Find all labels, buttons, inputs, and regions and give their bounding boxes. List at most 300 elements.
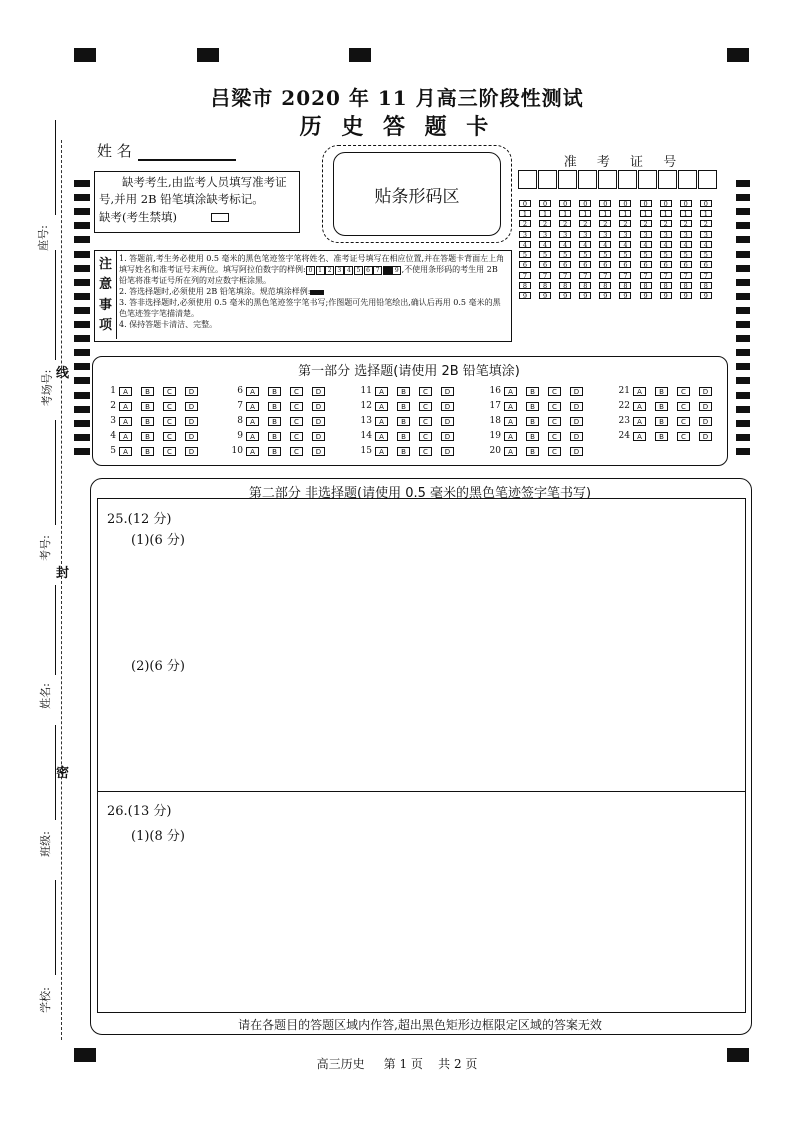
answer-box-q26[interactable] — [97, 790, 746, 1013]
side-label-class: 班级: — [38, 831, 52, 857]
exam-digit-bubble[interactable]: 5 — [519, 251, 531, 258]
mcq-option-bubble[interactable]: C — [419, 447, 432, 456]
mcq-option-bubble[interactable]: B — [141, 447, 154, 456]
exam-digit-row — [519, 280, 720, 290]
mcq-number: 20 — [489, 446, 501, 456]
timing-mark — [74, 180, 90, 187]
exam-digit-bubble[interactable]: 7 — [579, 272, 591, 279]
timing-mark — [74, 448, 90, 455]
mcq-option-bubble[interactable]: B — [397, 447, 410, 456]
q25-label: 25.(12 分) — [107, 512, 172, 527]
timing-mark — [736, 293, 750, 300]
exam-digit-bubble[interactable]: 7 — [619, 272, 631, 279]
exam-digit-bubble[interactable]: 8 — [700, 282, 712, 289]
mcq-option-bubble[interactable]: A — [375, 417, 388, 426]
exam-digit-row — [519, 260, 720, 270]
mcq-option-bubble[interactable]: C — [419, 432, 432, 441]
exam-digit-bubble[interactable]: 3 — [660, 231, 672, 238]
exam-number-box[interactable] — [538, 170, 557, 189]
mcq-option-bubble[interactable]: A — [633, 432, 646, 441]
exam-digit-row — [519, 208, 720, 218]
exam-digit-bubble[interactable]: 8 — [640, 282, 652, 289]
mcq-option-bubble[interactable]: D — [312, 387, 325, 396]
exam-digit-bubble[interactable]: 7 — [680, 272, 692, 279]
timing-mark — [74, 321, 90, 328]
exam-digit-bubble[interactable]: 7 — [660, 272, 672, 279]
mcq-option-bubble[interactable]: B — [397, 387, 410, 396]
timing-mark — [74, 307, 90, 314]
notes-label-char: 项 — [98, 318, 112, 334]
mcq-option-bubble[interactable]: D — [185, 432, 198, 441]
mcq-option-bubble[interactable]: D — [312, 447, 325, 456]
side-label-seat: 座号: — [36, 225, 50, 251]
sample-digit-box: 0 — [306, 266, 315, 275]
mcq-option-bubble[interactable]: C — [677, 417, 690, 426]
note-1b: ,不使用条形码的考生用 2B 铅笔将准考证号所在列的对应数字框涂黑。 — [119, 265, 498, 285]
sample-digit-box: 1 — [316, 266, 325, 275]
mcq-option-bubble[interactable]: D — [441, 387, 454, 396]
timing-mark — [74, 194, 90, 201]
exam-digit-bubble[interactable]: 4 — [640, 241, 652, 248]
mcq-number: 14 — [360, 431, 372, 441]
mcq-option-bubble[interactable]: C — [163, 432, 176, 441]
timing-mark — [74, 377, 90, 384]
exam-digit-bubble[interactable]: 9 — [599, 292, 611, 299]
mcq-option-bubble[interactable]: D — [570, 432, 583, 441]
note-1a: 1. 答题前,考生务必使用 0.5 毫米的黑色笔迹签字笔将姓名、准考证号填写在相应位置,并在答题卡背面左上角填写姓名和准考证号末两位。填写阿拉伯数字的样例: — [119, 254, 505, 274]
mcq-option-bubble[interactable]: B — [526, 447, 539, 456]
mcq-option-bubble[interactable]: C — [548, 402, 561, 411]
exam-digit-bubble[interactable]: 1 — [700, 210, 712, 217]
timing-mark — [736, 406, 750, 413]
timing-mark — [736, 307, 750, 314]
mcq-option-bubble[interactable]: A — [119, 447, 132, 456]
part1-title: 第一部分 选择题(请使用 2B 铅笔填涂) — [298, 364, 520, 379]
exam-digit-bubble[interactable]: 0 — [559, 200, 571, 207]
exam-digit-bubble[interactable]: 2 — [579, 220, 591, 227]
page-title: 吕梁市 2020 年 11 月高三阶段性测试 — [210, 86, 584, 110]
timing-mark — [74, 251, 90, 258]
timing-mark — [736, 279, 750, 286]
side-word-seal: 封 — [56, 566, 70, 581]
mcq-option-bubble[interactable]: A — [119, 417, 132, 426]
exam-digit-bubble[interactable]: 1 — [680, 210, 692, 217]
mcq-option-bubble[interactable]: A — [246, 447, 259, 456]
exam-digit-bubble[interactable]: 9 — [660, 292, 672, 299]
mcq-option-bubble[interactable]: D — [570, 417, 583, 426]
timing-mark — [736, 392, 750, 399]
name-field[interactable] — [138, 145, 236, 161]
exam-digit-bubble[interactable]: 3 — [680, 231, 692, 238]
mcq-option-bubble[interactable]: D — [441, 432, 454, 441]
exam-digit-bubble[interactable]: 4 — [599, 241, 611, 248]
exam-digit-bubble[interactable]: 2 — [599, 220, 611, 227]
mcq-option-bubble[interactable]: B — [397, 432, 410, 441]
timing-mark — [74, 420, 90, 427]
mcq-option-bubble[interactable]: C — [163, 447, 176, 456]
mcq-question — [231, 400, 334, 412]
mcq-option-bubble[interactable]: C — [290, 387, 303, 396]
mcq-option-bubble[interactable]: A — [633, 402, 646, 411]
mcq-option-bubble[interactable]: C — [419, 402, 432, 411]
exam-digit-bubble[interactable]: 2 — [539, 220, 551, 227]
exam-number-box[interactable] — [698, 170, 717, 189]
exam-digit-bubble[interactable]: 9 — [579, 292, 591, 299]
mcq-option-bubble[interactable]: B — [141, 387, 154, 396]
exam-digit-bubble[interactable]: 6 — [519, 261, 531, 268]
mcq-option-bubble[interactable]: A — [504, 432, 517, 441]
exam-number-box[interactable] — [678, 170, 697, 189]
exam-digit-bubble[interactable]: 2 — [700, 220, 712, 227]
mcq-option-bubble[interactable]: B — [141, 432, 154, 441]
exam-digit-bubble[interactable]: 4 — [700, 241, 712, 248]
mcq-option-bubble[interactable]: C — [163, 387, 176, 396]
exam-digit-bubble[interactable]: 8 — [619, 282, 631, 289]
side-blank-school — [55, 880, 56, 975]
mcq-option-bubble[interactable]: B — [526, 417, 539, 426]
mcq-option-bubble[interactable]: D — [570, 402, 583, 411]
mcq-number: 6 — [237, 386, 243, 396]
exam-digit-bubble[interactable]: 8 — [680, 282, 692, 289]
exam-digit-bubble[interactable]: 5 — [640, 251, 652, 258]
mcq-number: 4 — [110, 431, 116, 441]
exam-digit-bubble[interactable]: 8 — [579, 282, 591, 289]
exam-digit-bubble[interactable]: 9 — [640, 292, 652, 299]
exam-digit-bubble[interactable]: 3 — [579, 231, 591, 238]
mcq-option-bubble[interactable]: B — [141, 417, 154, 426]
mcq-option-bubble[interactable]: C — [548, 417, 561, 426]
mcq-option-bubble[interactable]: A — [375, 447, 388, 456]
mcq-question — [104, 385, 207, 397]
mcq-option-bubble[interactable]: A — [504, 402, 517, 411]
side-blank-examno — [55, 420, 56, 525]
mcq-option-bubble[interactable]: B — [526, 432, 539, 441]
exam-digit-bubble[interactable]: 8 — [599, 282, 611, 289]
mcq-option-bubble[interactable]: D — [312, 432, 325, 441]
mcq-option-bubble[interactable]: B — [268, 417, 281, 426]
exam-digit-bubble[interactable]: 7 — [700, 272, 712, 279]
sample-digit-box: 3 — [335, 266, 344, 275]
notes-label-char: 事 — [98, 297, 112, 313]
mcq-number: 7 — [237, 401, 243, 411]
mcq-option-bubble[interactable]: A — [375, 387, 388, 396]
exam-number-box[interactable] — [638, 170, 657, 189]
mcq-question — [618, 415, 721, 427]
mcq-option-bubble[interactable]: D — [699, 417, 712, 426]
exam-number-box[interactable] — [518, 170, 537, 189]
page-subtitle: 历 史 答 题 卡 — [299, 114, 495, 140]
exam-digit-bubble[interactable]: 2 — [619, 220, 631, 227]
barcode-area — [333, 152, 501, 236]
exam-digit-bubble[interactable]: 1 — [619, 210, 631, 217]
mcq-option-bubble[interactable]: A — [504, 417, 517, 426]
exam-digit-bubble[interactable]: 5 — [579, 251, 591, 258]
exam-digit-bubble[interactable]: 4 — [559, 241, 571, 248]
mcq-option-bubble[interactable]: B — [655, 417, 668, 426]
exam-digit-bubble[interactable]: 8 — [660, 282, 672, 289]
exam-digit-bubble[interactable]: 3 — [640, 231, 652, 238]
sample-digit-box: 8 — [383, 266, 392, 275]
note-2: 2. 答选择题时,必须使用 2B 铅笔填涂。规范填涂样例: — [119, 287, 311, 296]
answer-area-note: 请在各题目的答题区域内作答,超出黑色矩形边框限定区域的答案无效 — [238, 1018, 602, 1032]
side-word-line: 线 — [56, 366, 70, 381]
exam-digit-bubble[interactable]: 7 — [599, 272, 611, 279]
timing-mark — [736, 335, 750, 342]
mcq-option-bubble[interactable]: D — [312, 417, 325, 426]
notes-label — [95, 251, 117, 339]
mcq-option-bubble[interactable]: B — [397, 402, 410, 411]
mcq-option-bubble[interactable]: D — [699, 432, 712, 441]
exam-digit-bubble[interactable]: 4 — [619, 241, 631, 248]
timing-mark — [736, 349, 750, 356]
mcq-option-bubble[interactable]: C — [548, 447, 561, 456]
mcq-option-bubble[interactable]: A — [246, 432, 259, 441]
mcq-question — [360, 385, 463, 397]
exam-digit-bubble[interactable]: 3 — [700, 231, 712, 238]
mcq-option-bubble[interactable]: C — [163, 402, 176, 411]
exam-digit-bubble[interactable]: 2 — [660, 220, 672, 227]
exam-digit-bubble[interactable]: 4 — [539, 241, 551, 248]
exam-digit-bubble[interactable]: 2 — [559, 220, 571, 227]
timing-mark — [74, 293, 90, 300]
mcq-option-bubble[interactable]: B — [268, 432, 281, 441]
mcq-option-bubble[interactable]: D — [441, 447, 454, 456]
exam-digit-bubble[interactable]: 6 — [579, 261, 591, 268]
mcq-option-bubble[interactable]: A — [246, 417, 259, 426]
absent-box — [94, 171, 300, 233]
exam-digit-bubble[interactable]: 5 — [599, 251, 611, 258]
mcq-question — [104, 445, 207, 457]
exam-digit-row — [519, 291, 720, 301]
exam-digit-bubble[interactable]: 1 — [579, 210, 591, 217]
exam-number-box[interactable] — [578, 170, 597, 189]
mcq-option-bubble[interactable]: D — [185, 387, 198, 396]
exam-digit-bubble[interactable]: 2 — [519, 220, 531, 227]
mcq-option-bubble[interactable]: C — [290, 447, 303, 456]
timing-mark — [736, 265, 750, 272]
exam-digit-bubble[interactable]: 0 — [660, 200, 672, 207]
mcq-number: 22 — [618, 401, 630, 411]
mcq-option-bubble[interactable]: B — [268, 387, 281, 396]
mcq-option-bubble[interactable]: A — [375, 432, 388, 441]
exam-digit-bubble[interactable]: 3 — [559, 231, 571, 238]
mcq-question — [231, 415, 334, 427]
exam-digit-bubble[interactable]: 2 — [680, 220, 692, 227]
mcq-question — [360, 400, 463, 412]
mcq-option-bubble[interactable]: B — [655, 387, 668, 396]
exam-digit-bubble[interactable]: 5 — [660, 251, 672, 258]
exam-digit-bubble[interactable]: 8 — [559, 282, 571, 289]
notes-text — [119, 253, 508, 330]
exam-number-box[interactable] — [558, 170, 577, 189]
timing-mark — [736, 194, 750, 201]
answer-box-q25[interactable] — [97, 498, 746, 792]
exam-digit-bubble[interactable]: 6 — [700, 261, 712, 268]
exam-digit-row — [519, 239, 720, 249]
exam-digit-bubble[interactable]: 3 — [619, 231, 631, 238]
mcq-option-bubble[interactable]: C — [548, 432, 561, 441]
timing-mark — [736, 420, 750, 427]
mcq-question — [618, 385, 721, 397]
mcq-option-bubble[interactable]: D — [570, 387, 583, 396]
barcode-label: 贴条形码区 — [374, 186, 460, 207]
name-row — [97, 140, 236, 161]
mcq-question — [489, 430, 592, 442]
mcq-option-bubble[interactable]: C — [163, 417, 176, 426]
mcq-question — [618, 400, 721, 412]
exam-digit-bubble[interactable]: 0 — [579, 200, 591, 207]
timing-mark — [736, 180, 750, 187]
mcq-option-bubble[interactable]: D — [185, 417, 198, 426]
exam-digit-bubble[interactable]: 0 — [519, 200, 531, 207]
exam-digit-row — [519, 229, 720, 239]
mcq-option-bubble[interactable]: A — [119, 402, 132, 411]
timing-mark — [736, 434, 750, 441]
mcq-number: 5 — [110, 446, 116, 456]
mcq-option-bubble[interactable]: A — [119, 387, 132, 396]
timing-mark — [727, 48, 749, 62]
exam-number-box[interactable] — [618, 170, 637, 189]
exam-digit-row — [519, 219, 720, 229]
exam-digit-bubble[interactable]: 0 — [539, 200, 551, 207]
mcq-option-bubble[interactable]: A — [246, 402, 259, 411]
mcq-option-bubble[interactable]: C — [290, 417, 303, 426]
mcq-option-bubble[interactable]: B — [526, 387, 539, 396]
timing-mark — [74, 349, 90, 356]
mcq-option-bubble[interactable]: A — [504, 387, 517, 396]
exam-digit-bubble[interactable]: 0 — [680, 200, 692, 207]
mcq-option-bubble[interactable]: C — [419, 387, 432, 396]
exam-digit-bubble[interactable]: 7 — [559, 272, 571, 279]
exam-digit-bubble[interactable]: 9 — [539, 292, 551, 299]
mcq-option-bubble[interactable]: D — [441, 417, 454, 426]
exam-digit-bubble[interactable]: 7 — [539, 272, 551, 279]
mcq-question — [231, 430, 334, 442]
mcq-number: 17 — [489, 401, 501, 411]
exam-digit-bubble[interactable]: 6 — [559, 261, 571, 268]
exam-digit-bubble[interactable]: 1 — [539, 210, 551, 217]
exam-digit-bubble[interactable]: 6 — [619, 261, 631, 268]
sample-digit-box: 5 — [354, 266, 363, 275]
timing-mark — [74, 208, 90, 215]
exam-digit-bubble[interactable]: 0 — [619, 200, 631, 207]
mcq-option-bubble[interactable]: C — [290, 432, 303, 441]
mcq-question — [489, 445, 592, 457]
exam-digit-bubble[interactable]: 9 — [700, 292, 712, 299]
notes-box — [94, 250, 512, 342]
mcq-option-bubble[interactable]: D — [570, 447, 583, 456]
exam-digit-bubble[interactable]: 6 — [539, 261, 551, 268]
mcq-option-bubble[interactable]: D — [312, 402, 325, 411]
mcq-option-bubble[interactable]: D — [185, 402, 198, 411]
exam-digit-bubble[interactable]: 7 — [640, 272, 652, 279]
exam-digit-bubble[interactable]: 9 — [680, 292, 692, 299]
mcq-option-bubble[interactable]: A — [633, 417, 646, 426]
page-footer: 高三历史 第 1 页 共 2 页 — [316, 1057, 478, 1071]
exam-digit-bubble[interactable]: 6 — [660, 261, 672, 268]
mcq-option-bubble[interactable]: A — [633, 387, 646, 396]
exam-digit-bubble[interactable]: 8 — [519, 282, 531, 289]
mcq-option-bubble[interactable]: D — [441, 402, 454, 411]
exam-digit-bubble[interactable]: 1 — [519, 210, 531, 217]
side-label-school: 学校: — [38, 987, 52, 1013]
timing-mark — [197, 48, 219, 62]
note-4: 4. 保持答题卡清洁、完整。 — [119, 320, 218, 329]
exam-digit-bubble[interactable]: 8 — [539, 282, 551, 289]
exam-digit-bubble[interactable]: 5 — [619, 251, 631, 258]
mcq-option-bubble[interactable]: A — [375, 402, 388, 411]
side-label-room: 考场号: — [40, 369, 54, 407]
exam-digit-bubble[interactable]: 3 — [519, 231, 531, 238]
mcq-option-bubble[interactable]: B — [397, 417, 410, 426]
exam-digit-bubble[interactable]: 0 — [599, 200, 611, 207]
mcq-option-bubble[interactable]: B — [268, 447, 281, 456]
exam-digit-bubble[interactable]: 0 — [640, 200, 652, 207]
exam-digit-bubble[interactable]: 4 — [660, 241, 672, 248]
exam-digit-bubble[interactable]: 7 — [519, 272, 531, 279]
timing-mark — [736, 363, 750, 370]
mcq-option-bubble[interactable]: D — [699, 402, 712, 411]
exam-digit-bubble[interactable]: 1 — [599, 210, 611, 217]
exam-digit-bubble[interactable]: 6 — [640, 261, 652, 268]
mcq-option-bubble[interactable]: C — [548, 387, 561, 396]
mcq-option-bubble[interactable]: B — [655, 432, 668, 441]
mcq-option-bubble[interactable]: C — [419, 417, 432, 426]
exam-number-box[interactable] — [658, 170, 677, 189]
mcq-option-bubble[interactable]: C — [677, 432, 690, 441]
mcq-option-bubble[interactable]: B — [526, 402, 539, 411]
exam-digit-bubble[interactable]: 5 — [559, 251, 571, 258]
exam-digit-bubble[interactable]: 9 — [559, 292, 571, 299]
mcq-option-bubble[interactable]: C — [677, 402, 690, 411]
q25-part2-label: (2)(6 分) — [131, 659, 185, 674]
exam-digit-bubble[interactable]: 2 — [640, 220, 652, 227]
exam-digit-bubble[interactable]: 9 — [619, 292, 631, 299]
mcq-option-bubble[interactable]: A — [504, 447, 517, 456]
exam-digit-bubble[interactable]: 9 — [519, 292, 531, 299]
exam-digit-bubble[interactable]: 1 — [559, 210, 571, 217]
mcq-option-bubble[interactable]: A — [119, 432, 132, 441]
mcq-option-bubble[interactable]: A — [246, 387, 259, 396]
mcq-option-bubble[interactable]: B — [655, 402, 668, 411]
exam-number-box[interactable] — [598, 170, 617, 189]
exam-digit-bubble[interactable]: 4 — [519, 241, 531, 248]
mcq-option-bubble[interactable]: D — [185, 447, 198, 456]
exam-digit-bubble[interactable]: 6 — [599, 261, 611, 268]
mcq-question — [489, 385, 592, 397]
exam-digit-bubble[interactable]: 3 — [539, 231, 551, 238]
exam-digit-bubble[interactable]: 4 — [579, 241, 591, 248]
exam-digit-bubble[interactable]: 1 — [640, 210, 652, 217]
exam-digit-bubble[interactable]: 1 — [660, 210, 672, 217]
exam-digit-bubble[interactable]: 3 — [599, 231, 611, 238]
absent-mark-box[interactable] — [211, 213, 229, 222]
mcq-option-bubble[interactable]: B — [141, 402, 154, 411]
exam-digit-bubble[interactable]: 5 — [700, 251, 712, 258]
exam-digit-bubble[interactable]: 5 — [680, 251, 692, 258]
mcq-option-bubble[interactable]: D — [699, 387, 712, 396]
exam-digit-bubble[interactable]: 0 — [700, 200, 712, 207]
mcq-option-bubble[interactable]: B — [268, 402, 281, 411]
exam-digit-bubble[interactable]: 6 — [680, 261, 692, 268]
mcq-option-bubble[interactable]: C — [677, 387, 690, 396]
sample-digits — [306, 265, 402, 274]
mcq-option-bubble[interactable]: C — [290, 402, 303, 411]
exam-digit-bubble[interactable]: 4 — [680, 241, 692, 248]
sample-digit-box: 4 — [344, 266, 353, 275]
exam-digit-bubble[interactable]: 5 — [539, 251, 551, 258]
mcq-number: 12 — [360, 401, 372, 411]
